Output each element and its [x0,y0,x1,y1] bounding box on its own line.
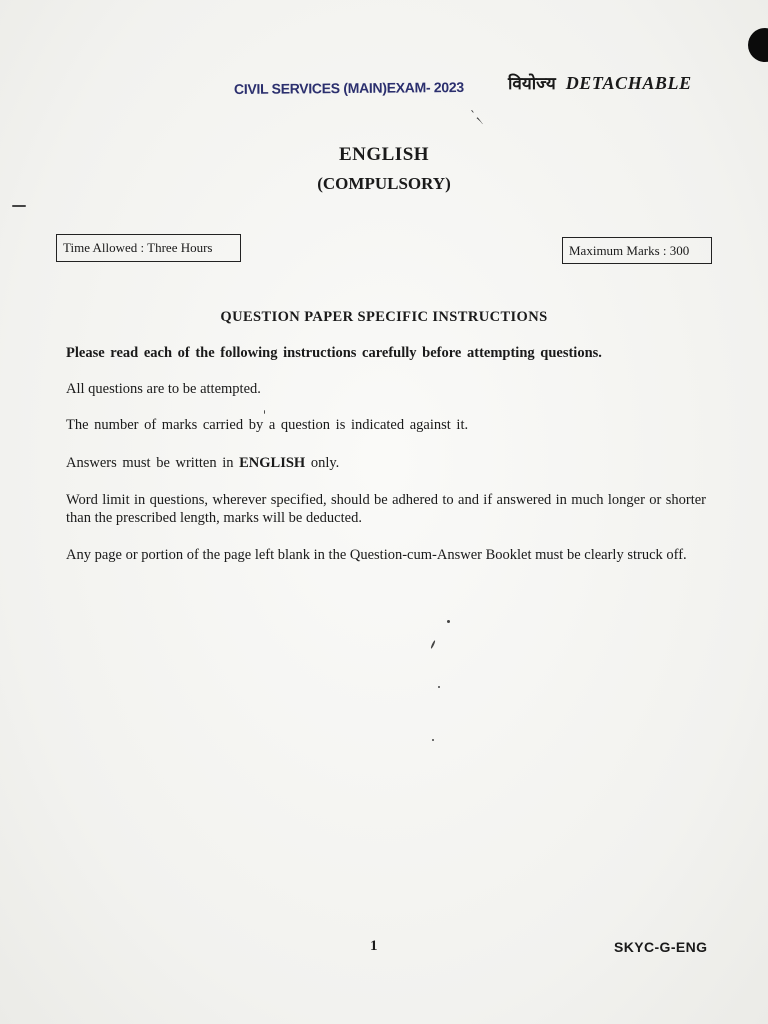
scan-speck [12,205,26,207]
scan-speck [264,410,265,414]
scan-speck [430,640,436,649]
pen-mark-icon: ˋ৲ [470,109,484,123]
scan-speck [447,620,450,623]
instruction-item: The number of marks carried by a question is indicated against it. [66,417,469,433]
paper-code: SKYC-G-ENG [614,939,708,955]
instruction-text: Answers must be written in [66,455,240,471]
instruction-item: All questions are to be attempted. [66,381,261,397]
instruction-text: only. [305,455,340,471]
paper-subtitle: (COMPULSORY) [317,174,451,193]
paper-title: ENGLISH [338,144,430,165]
ink-blot [748,28,768,62]
instruction-item: Word limit in questions, wherever specified, should be adhered to and if answered in much longer or shorter than the prescribed length, marks will be deducted. [66,492,706,526]
instruction-item [66,454,706,472]
page-number: 1 [370,938,378,954]
instruction-emphasis: ENGLISH [239,455,306,471]
detachable-english-label: DETACHABLE [565,73,692,93]
detachable-label [508,71,692,94]
exam-name-stamp: CIVIL SERVICES (MAIN)EXAM- 2023 [233,78,464,98]
instructions-heading: QUESTION PAPER SPECIFIC INSTRUCTIONS [220,309,548,325]
time-allowed-box: Time Allowed : Three Hours [56,234,241,262]
detachable-hindi-label: वियोज्य [508,74,556,94]
scan-speck [432,739,434,741]
scan-speck [438,686,440,688]
maximum-marks-box: Maximum Marks : 300 [562,237,712,264]
instruction-item: Any page or portion of the page left blank in the Question-cum-Answer Booklet must be clearly struck off. [66,547,687,563]
instructions-lead: Please read each of the following instructions carefully before attempting questions. [66,345,602,361]
